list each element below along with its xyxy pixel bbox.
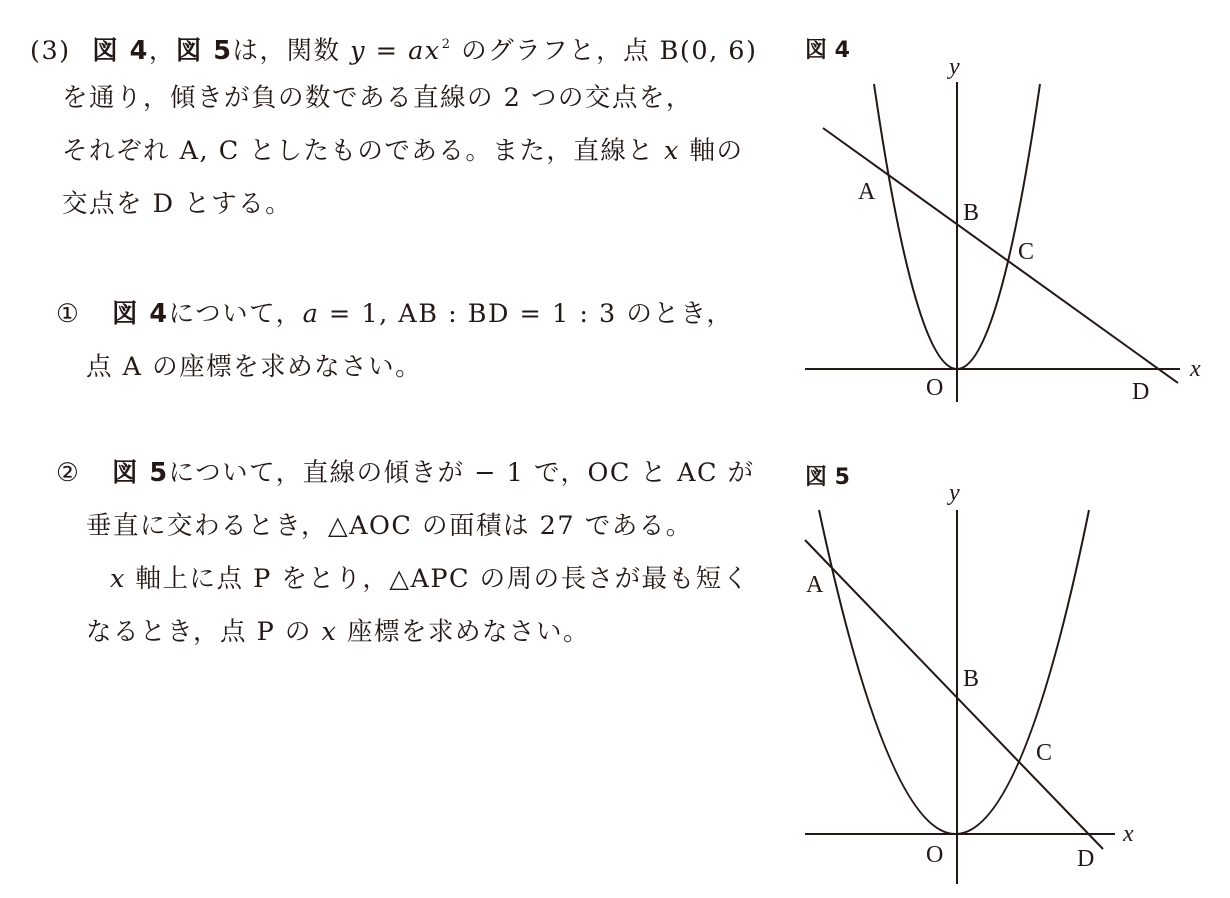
question-text: 軸上に点 P をとり，△APC の周の長さが最も短く (125, 564, 750, 594)
point-b-label: B (963, 200, 980, 226)
line-ABD (805, 540, 1103, 849)
var-a: a (408, 36, 425, 66)
y-axis-label: y (949, 480, 960, 506)
exponent: 2 (441, 37, 452, 52)
point-a-label: A (806, 572, 824, 598)
point-d-label: D (1077, 846, 1095, 872)
problem-intro-line-4: 交点を D とする。 (62, 189, 293, 219)
var-x: x (424, 36, 441, 66)
equals: = (366, 36, 409, 66)
fig5-ref: 図 5 (111, 458, 169, 488)
question-text: について， (168, 299, 303, 329)
question-text: 座標を求めなさい。 (337, 617, 590, 647)
fig4-ref: 図 4 (92, 36, 149, 66)
point-c-label: C (1036, 740, 1053, 766)
separator: ， (148, 36, 176, 66)
point-c-label: C (1018, 239, 1035, 265)
var-x: x (663, 136, 680, 166)
origin-label: O (926, 375, 944, 401)
question-2-line-2: 垂直に交わるとき，△AOC の面積は 27 である。 (86, 511, 693, 541)
origin-label: O (926, 842, 944, 868)
var-x: x (321, 617, 338, 647)
var-y: y (350, 36, 367, 66)
point-b-label: B (963, 666, 980, 692)
var-a: a (302, 299, 320, 329)
x-axis-label: x (1190, 356, 1201, 382)
fig5-ref: 図 5 (175, 36, 233, 66)
intro-text: 軸の (679, 136, 744, 166)
problem-number: (3) (30, 36, 71, 66)
question-2-marker: ② (56, 458, 81, 488)
question-text: なるとき，点 P の (86, 617, 322, 647)
question-text: について，直線の傾きが − 1 で，OC と AC が (168, 458, 755, 488)
intro-text: のグラフと，点 B(0, 6) (451, 36, 758, 66)
var-x: x (110, 564, 126, 594)
figure-4-title: 図 4 (805, 38, 850, 63)
question-text: = 1, AB : BD = 1 : 3 のとき， (319, 299, 734, 329)
intro-text: それぞれ A, C としたものである。また，直線と (62, 136, 664, 166)
figure-5-title: 図 5 (805, 465, 850, 490)
point-a-label: A (858, 179, 876, 205)
x-axis-label: x (1123, 821, 1134, 847)
parabola (819, 510, 1089, 834)
problem-intro-line-2: を通り，傾きが負の数である直線の 2 つの交点を， (62, 83, 693, 113)
y-axis-label: y (949, 54, 960, 80)
point-d-label: D (1132, 379, 1150, 405)
fig4-ref: 図 4 (111, 299, 169, 329)
question-1-line-2: 点 A の座標を求めなさい。 (86, 352, 423, 382)
intro-text: は，関数 (232, 36, 351, 66)
question-1-marker: ① (56, 299, 81, 329)
